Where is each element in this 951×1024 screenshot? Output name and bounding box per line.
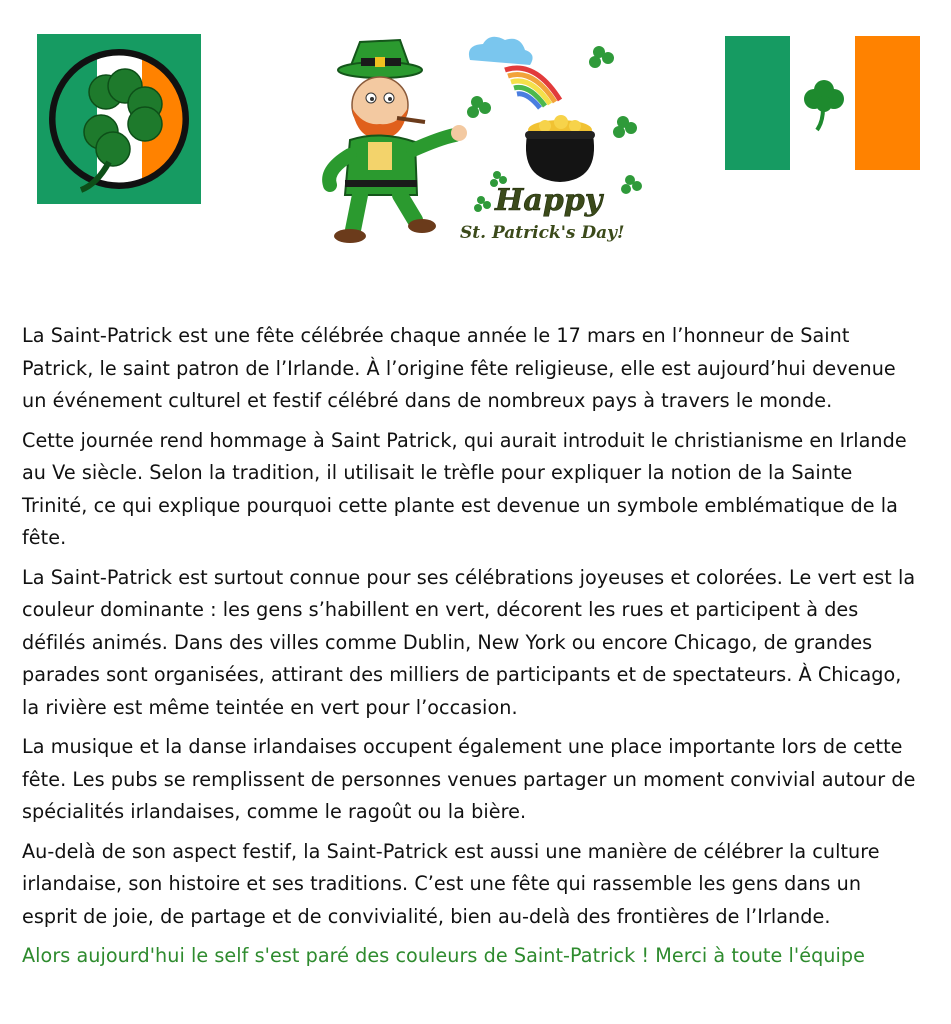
paragraph-celebrations: La Saint-Patrick est surtout connue pour ses célébrations joyeuses et colorées. Le vert est la couleur dominante : les gens s’habillent en vert, décorent les rues et participent à des défilés animés. Dans des villes comme Dublin, New York ou encore Chicago, de grandes parades sont organisées, attirant des milliers de participants et de spectateurs. À Chicago, la rivière est même teintée en vert pour l’occasion. xyxy=(22,565,916,719)
closing-message: Alors aujourd'hui le self s'est paré des couleurs de Saint-Patrick ! Merci à toute l'équipe xyxy=(22,944,865,967)
leprechaun-illustration xyxy=(305,30,650,255)
paragraph-history: Cette journée rend hommage à Saint Patrick, qui aurait introduit le christianisme en Irlande au Ve siècle. Selon la tradition, il utilisait le trèfle pour expliquer la notion de la Sainte Trinité, ce qui explique pourquoi cette plante est devenue un symbole emblématique de la fête. xyxy=(22,428,907,549)
shamrock-circle-logo xyxy=(37,34,201,204)
paragraph-intro: La Saint-Patrick est une fête célébrée chaque année le 17 mars en l’honneur de Saint Patrick, le saint patron de l’Irlande. À l’origine fête religieuse, elle est aujourd’hui devenue un événement culturel et festif célébré dans de nombreux pays à travers le monde. xyxy=(22,324,896,412)
article-body xyxy=(22,320,922,980)
header-illustrations xyxy=(0,0,951,260)
irish-flag xyxy=(725,36,920,170)
paragraph-culture: Au-delà de son aspect festif, la Saint-Patrick est aussi une manière de célébrer la culture irlandaise, son histoire et ses traditions. C’est une fête qui rassemble les gens dans un esprit de joie, de partage et de convivialité, bien au-delà des frontières de l’Irlande. xyxy=(22,839,880,928)
greeting-line1: Happy xyxy=(495,183,603,218)
paragraph-music-dance: La musique et la danse irlandaises occupent également une place importante lors de cette fête. Les pubs se remplissent de personnes venues partager un moment convivial autour de spécialités irlandaises, comme le ragoût ou la bière. xyxy=(22,735,916,823)
greeting-line2: St. Patrick's Day! xyxy=(460,223,625,243)
